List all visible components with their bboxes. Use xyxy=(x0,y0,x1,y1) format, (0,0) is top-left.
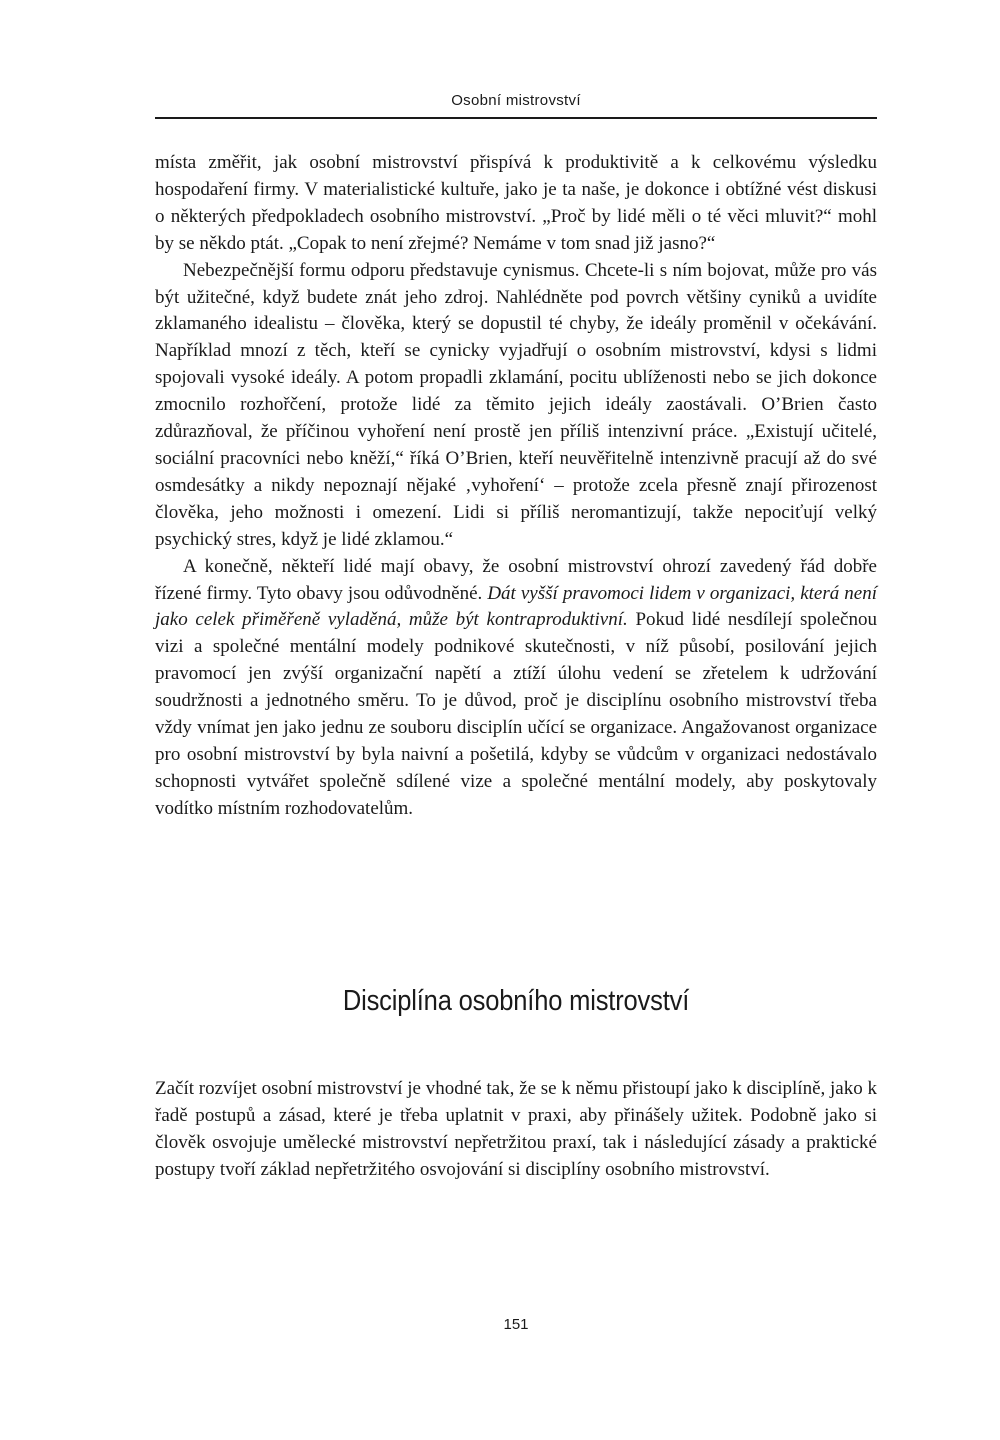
paragraph-concerns xyxy=(155,554,877,823)
section-heading: Disciplína osobního mistrovství xyxy=(342,985,690,1017)
paragraph-concerns-end: Pokud lidé nesdílejí společnou vizi a společné mentální modely podnikové skutečnosti, v níž působí, posilování jejich pravomocí jen zvýší organizační napětí a ztíží úlohu vedení se zřetelem k udržování soudržnosti a jednotného směru. To je důvod, proč je disciplínu osobního mistrovství třeba vždy vnímat jen jako jednu ze souboru disciplín učící se organizace. Angažovanost organizace pro osobní mistrovství by byla naivní a pošetilá, kdyby se vůdcům v organizaci nedostávalo schopnosti vytvářet společně sdílené vize a společné mentální modely, aby poskytovaly vodítko místním rozhodovatelům. xyxy=(155,609,877,819)
body-text-section xyxy=(155,1076,877,1184)
page-number: 151 xyxy=(503,1316,529,1333)
paragraph-concerns-start: A konečně, někteří lidé mají obavy, že osobní mistrovství ohrozí zavedený řád dobře řízené firmy. Tyto obavy jsou odůvodněné. xyxy=(155,555,877,604)
paragraph-cynicism: Nebezpečnější formu odporu představuje cynismus. Chcete-li s ním bojovat, může pro vás být užitečné, když budete znát jeho zdroj. Nahlédněte pod povrch většiny cyniků a uvidíte zklamaného idealistu – člověka, který se dopustil té chyby, že ideály proměnil v očekávání. Například mnozí z těch, kteří se cynicky vyjadřují o osobním mistrovství, kdysi s lidmi spojovali vysoké ideály. A potom propadli zklamání, pocitu ublíženosti nebo se jich dokonce zmocnilo rozhořčení, protože lidé za těmito jejich ideály zaostávali. O’Brien často zdůrazňoval, že příčinou vyhoření není prostě jen příliš intenzivní práce. „Existují učitelé, sociální pracovníci nebo kněží,“ říká O’Brien, kteří neuvěřitelně intenzivně pracují až do své osmdesátky a nikdy nepoznají nějaké ‚vyhoření‘ – protože zcela přesně znají přirozenost člověka, jeho možnosti i omezení. Lidi si příliš neromantizují, takže nepociťují velký psychický stres, když je lidé zklamou.“ xyxy=(155,259,877,550)
paragraph-concerns-italic: Dát vyšší pravomoci lidem v organizaci, která není jako celek přiměřeně vyladěná, může být kontraproduktivní. xyxy=(155,582,877,631)
running-header: Osobní mistrovství xyxy=(451,92,581,109)
section-paragraph: Začít rozvíjet osobní mistrovství je vhodné tak, že se k němu přistoupí jako k disciplíně, jako k řadě postupů a zásad, které je třeba uplatnit v praxi, aby přinášely užitek. Podobně jako si člověk osvojuje umělecké mistrovství nepřetržitou praxí, tak i následující zásady a praktické postupy tvoří základ nepřetržitého osvojování si disciplíny osobního mistrovství. xyxy=(155,1078,877,1180)
body-text-top xyxy=(155,150,877,823)
paragraph-continuation: místa změřit, jak osobní mistrovství přispívá k produktivitě a k celkovému výsledku hospodaření firmy. V materialistické kultuře, jako je ta naše, je dokonce i obtížné vést diskusi o některých předpokladech osobního mistrovství. „Proč by lidé měli o té věci mluvit?“ mohl by se někdo ptát. „Copak to není zřejmé? Nemáme v tom snad již jasno?“ xyxy=(155,152,877,254)
header-rule xyxy=(155,117,877,119)
